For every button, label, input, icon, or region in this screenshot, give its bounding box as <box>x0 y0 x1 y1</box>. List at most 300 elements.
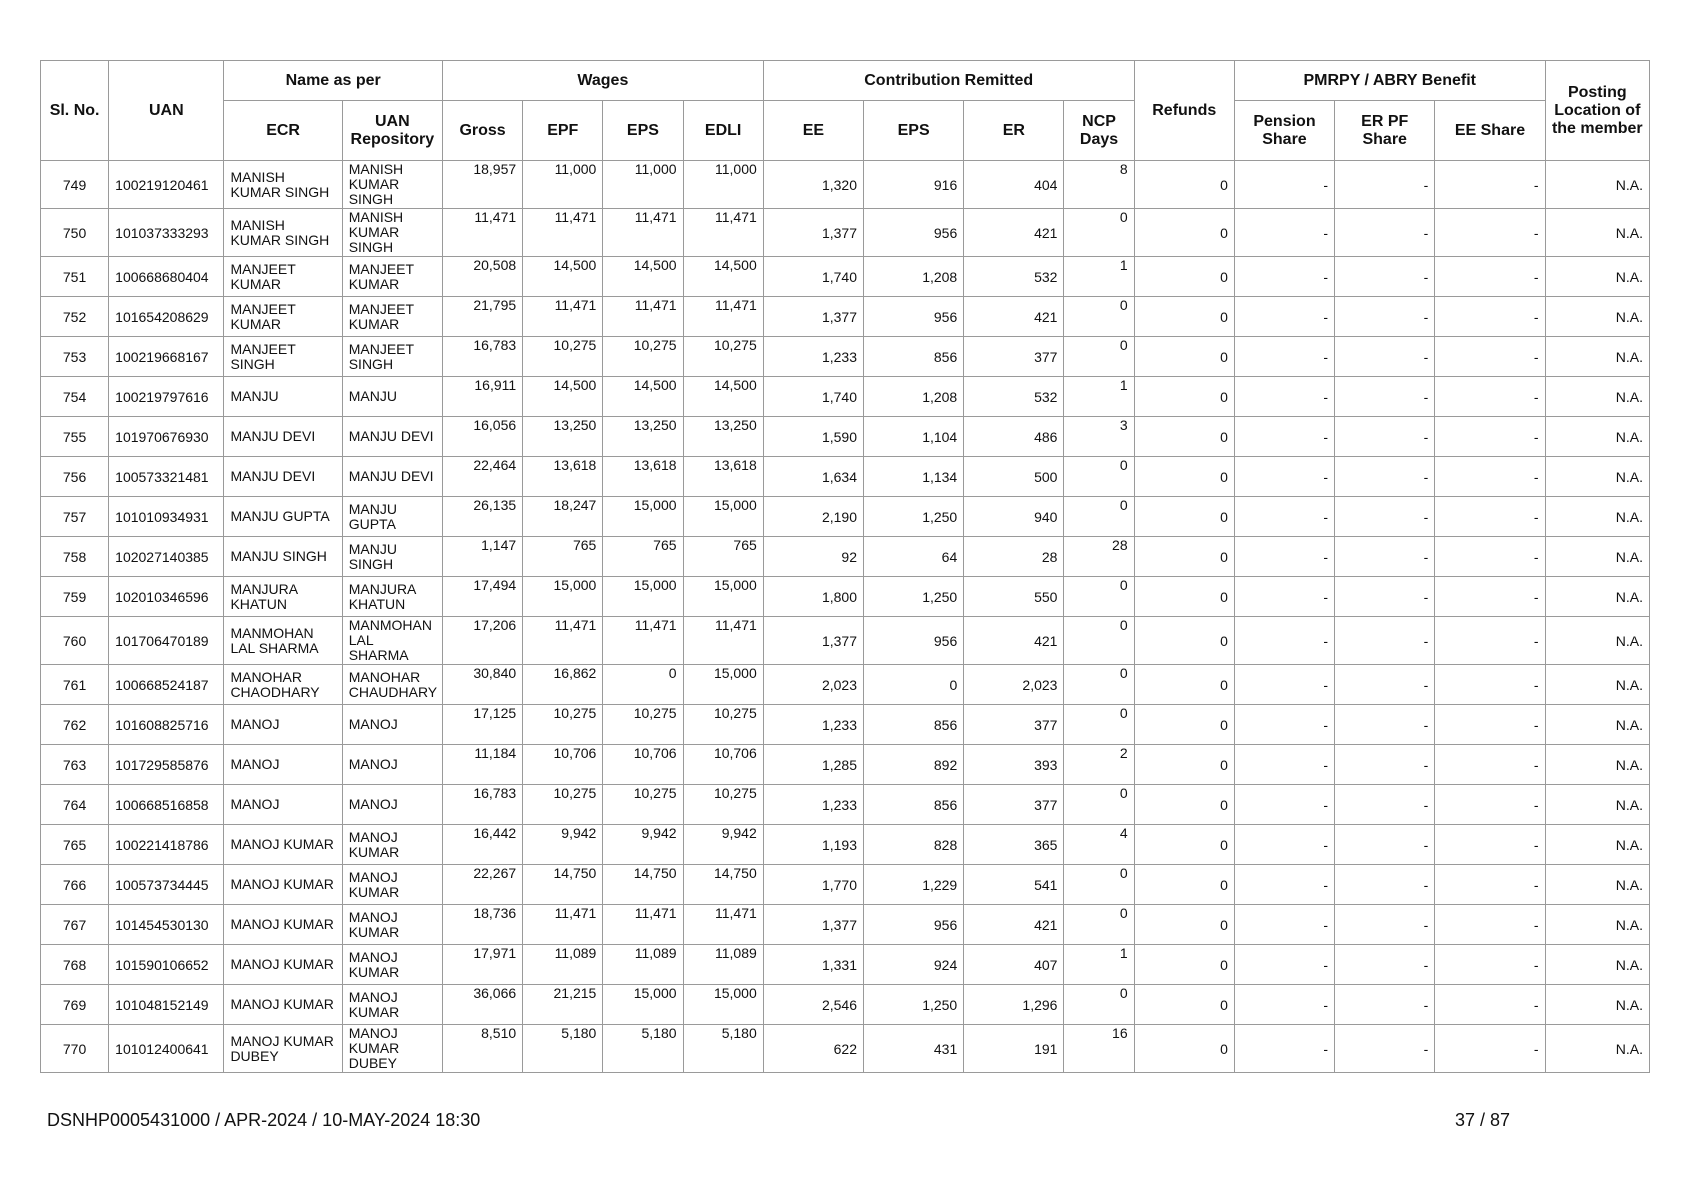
col-eps-contribution: EPS <box>864 101 964 161</box>
cell-posting-location: N.A. <box>1545 905 1649 945</box>
table-row <box>41 785 1650 825</box>
cell-ncp-days: 16 <box>1064 1025 1134 1073</box>
cell-epf: 14,500 <box>523 377 603 417</box>
cell-gross: 17,971 <box>442 945 522 985</box>
cell-uan-repository-name: MANOJ <box>342 785 442 825</box>
cell-er-pf-share: - <box>1335 209 1435 257</box>
cell-posting-location: N.A. <box>1545 337 1649 377</box>
cell-refunds: 0 <box>1134 577 1234 617</box>
cell-eps-wages: 10,706 <box>603 745 683 785</box>
cell-posting-location: N.A. <box>1545 945 1649 985</box>
cell-ee-share: - <box>1435 257 1545 297</box>
cell-ncp-days: 0 <box>1064 617 1134 665</box>
col-posting-location: Posting Location of the member <box>1545 61 1649 161</box>
cell-epf: 11,000 <box>523 161 603 209</box>
cell-uan-repository-name: MANOJ KUMAR <box>342 905 442 945</box>
cell-sl-no: 752 <box>41 297 109 337</box>
cell-eps-wages: 11,471 <box>603 905 683 945</box>
cell-edli: 14,500 <box>683 377 763 417</box>
cell-ecr-name: MANOJ KUMAR <box>224 865 342 905</box>
cell-ee: 1,740 <box>763 377 863 417</box>
cell-refunds: 0 <box>1134 945 1234 985</box>
cell-ee: 1,233 <box>763 337 863 377</box>
cell-uan-repository-name: MANOJ KUMAR <box>342 865 442 905</box>
cell-gross: 11,184 <box>442 745 522 785</box>
cell-sl-no: 761 <box>41 665 109 705</box>
cell-sl-no: 749 <box>41 161 109 209</box>
cell-eps-contribution: 856 <box>864 705 964 745</box>
cell-er-pf-share: - <box>1335 945 1435 985</box>
cell-epf: 11,471 <box>523 209 603 257</box>
cell-uan-repository-name: MANISH KUMAR SINGH <box>342 209 442 257</box>
table-row <box>41 865 1650 905</box>
cell-eps-contribution: 1,229 <box>864 865 964 905</box>
cell-ee: 1,634 <box>763 457 863 497</box>
cell-er: 404 <box>964 161 1064 209</box>
cell-er: 421 <box>964 905 1064 945</box>
cell-gross: 18,957 <box>442 161 522 209</box>
cell-epf: 13,618 <box>523 457 603 497</box>
cell-epf: 5,180 <box>523 1025 603 1073</box>
cell-uan: 101729585876 <box>109 745 224 785</box>
page-number: 37 / 87 <box>1454 1110 1510 1130</box>
cell-ecr-name: MANJU DEVI <box>224 457 342 497</box>
cell-ecr-name: MANJEET KUMAR <box>224 257 342 297</box>
cell-ee-share: - <box>1435 785 1545 825</box>
cell-er-pf-share: - <box>1335 497 1435 537</box>
cell-ecr-name: MANISH KUMAR SINGH <box>224 161 342 209</box>
cell-ee: 92 <box>763 537 863 577</box>
cell-er: 421 <box>964 209 1064 257</box>
cell-ee: 1,377 <box>763 617 863 665</box>
cell-ee-share: - <box>1435 617 1545 665</box>
cell-edli: 765 <box>683 537 763 577</box>
cell-ee: 1,377 <box>763 297 863 337</box>
cell-er-pf-share: - <box>1335 705 1435 745</box>
table-row <box>41 825 1650 865</box>
cell-sl-no: 751 <box>41 257 109 297</box>
cell-posting-location: N.A. <box>1545 825 1649 865</box>
cell-posting-location: N.A. <box>1545 537 1649 577</box>
cell-er-pf-share: - <box>1335 297 1435 337</box>
cell-pension-share: - <box>1234 1025 1334 1073</box>
cell-gross: 30,840 <box>442 665 522 705</box>
cell-gross: 22,464 <box>442 457 522 497</box>
cell-uan-repository-name: MANOJ KUMAR <box>342 945 442 985</box>
cell-er: 191 <box>964 1025 1064 1073</box>
cell-sl-no: 755 <box>41 417 109 457</box>
col-gross: Gross <box>442 101 522 161</box>
cell-er: 532 <box>964 377 1064 417</box>
cell-uan-repository-name: MANOJ <box>342 705 442 745</box>
group-pmrpy-abry: PMRPY / ABRY Benefit <box>1234 61 1545 101</box>
table-row <box>41 161 1650 209</box>
cell-pension-share: - <box>1234 745 1334 785</box>
cell-er-pf-share: - <box>1335 1025 1435 1073</box>
cell-er: 486 <box>964 417 1064 457</box>
cell-refunds: 0 <box>1134 337 1234 377</box>
cell-posting-location: N.A. <box>1545 785 1649 825</box>
cell-uan: 101654208629 <box>109 297 224 337</box>
cell-er-pf-share: - <box>1335 577 1435 617</box>
col-ecr: ECR <box>224 101 342 161</box>
cell-ee: 2,546 <box>763 985 863 1025</box>
cell-uan-repository-name: MANJU <box>342 377 442 417</box>
cell-eps-wages: 765 <box>603 537 683 577</box>
cell-uan: 101590106652 <box>109 945 224 985</box>
cell-er-pf-share: - <box>1335 161 1435 209</box>
cell-ee: 1,377 <box>763 209 863 257</box>
cell-gross: 1,147 <box>442 537 522 577</box>
cell-gross: 20,508 <box>442 257 522 297</box>
cell-ncp-days: 0 <box>1064 337 1134 377</box>
cell-ncp-days: 0 <box>1064 457 1134 497</box>
cell-eps-contribution: 1,250 <box>864 577 964 617</box>
cell-uan-repository-name: MANJURA KHATUN <box>342 577 442 617</box>
cell-ncp-days: 28 <box>1064 537 1134 577</box>
cell-epf: 21,215 <box>523 985 603 1025</box>
cell-eps-wages: 10,275 <box>603 337 683 377</box>
cell-eps-wages: 13,618 <box>603 457 683 497</box>
cell-edli: 13,618 <box>683 457 763 497</box>
cell-pension-share: - <box>1234 537 1334 577</box>
cell-ncp-days: 0 <box>1064 209 1134 257</box>
cell-pension-share: - <box>1234 665 1334 705</box>
cell-ncp-days: 1 <box>1064 377 1134 417</box>
cell-eps-wages: 0 <box>603 665 683 705</box>
cell-eps-wages: 11,000 <box>603 161 683 209</box>
cell-ecr-name: MANJEET KUMAR <box>224 297 342 337</box>
cell-ee-share: - <box>1435 1025 1545 1073</box>
cell-ecr-name: MANOJ <box>224 745 342 785</box>
cell-sl-no: 750 <box>41 209 109 257</box>
cell-ecr-name: MANJU GUPTA <box>224 497 342 537</box>
cell-uan-repository-name: MANOJ <box>342 745 442 785</box>
cell-gross: 16,056 <box>442 417 522 457</box>
table-row <box>41 457 1650 497</box>
cell-epf: 11,471 <box>523 905 603 945</box>
cell-ecr-name: MANOJ <box>224 785 342 825</box>
cell-uan: 101048152149 <box>109 985 224 1025</box>
cell-ee: 622 <box>763 1025 863 1073</box>
cell-uan-repository-name: MANOHAR CHAUDHARY <box>342 665 442 705</box>
cell-er: 421 <box>964 297 1064 337</box>
cell-posting-location: N.A. <box>1545 497 1649 537</box>
cell-ncp-days: 8 <box>1064 161 1134 209</box>
cell-posting-location: N.A. <box>1545 865 1649 905</box>
cell-epf: 11,471 <box>523 617 603 665</box>
cell-eps-contribution: 916 <box>864 161 964 209</box>
cell-uan-repository-name: MANJU DEVI <box>342 417 442 457</box>
cell-er-pf-share: - <box>1335 457 1435 497</box>
cell-gross: 16,911 <box>442 377 522 417</box>
cell-er-pf-share: - <box>1335 985 1435 1025</box>
cell-posting-location: N.A. <box>1545 297 1649 337</box>
cell-epf: 18,247 <box>523 497 603 537</box>
col-er: ER <box>964 101 1064 161</box>
cell-ee: 1,233 <box>763 705 863 745</box>
cell-ecr-name: MANOJ KUMAR <box>224 825 342 865</box>
cell-sl-no: 767 <box>41 905 109 945</box>
cell-er: 1,296 <box>964 985 1064 1025</box>
cell-pension-share: - <box>1234 497 1334 537</box>
cell-eps-contribution: 956 <box>864 617 964 665</box>
cell-gross: 18,736 <box>442 905 522 945</box>
cell-er: 421 <box>964 617 1064 665</box>
cell-eps-wages: 14,750 <box>603 865 683 905</box>
table-row <box>41 617 1650 665</box>
cell-uan: 100219797616 <box>109 377 224 417</box>
cell-epf: 15,000 <box>523 577 603 617</box>
cell-ecr-name: MANJEET SINGH <box>224 337 342 377</box>
cell-er-pf-share: - <box>1335 617 1435 665</box>
cell-epf: 14,750 <box>523 865 603 905</box>
cell-gross: 11,471 <box>442 209 522 257</box>
cell-eps-wages: 11,471 <box>603 209 683 257</box>
cell-ecr-name: MANJURA KHATUN <box>224 577 342 617</box>
cell-uan: 100219120461 <box>109 161 224 209</box>
cell-uan-repository-name: MANOJ KUMAR <box>342 825 442 865</box>
cell-gross: 16,442 <box>442 825 522 865</box>
cell-uan: 100221418786 <box>109 825 224 865</box>
group-wages: Wages <box>442 61 763 101</box>
cell-uan-repository-name: MANJU DEVI <box>342 457 442 497</box>
cell-sl-no: 763 <box>41 745 109 785</box>
cell-gross: 17,494 <box>442 577 522 617</box>
cell-uan: 101037333293 <box>109 209 224 257</box>
cell-posting-location: N.A. <box>1545 1025 1649 1073</box>
cell-epf: 10,275 <box>523 785 603 825</box>
cell-sl-no: 759 <box>41 577 109 617</box>
cell-sl-no: 768 <box>41 945 109 985</box>
cell-pension-share: - <box>1234 617 1334 665</box>
cell-edli: 15,000 <box>683 577 763 617</box>
cell-refunds: 0 <box>1134 785 1234 825</box>
cell-posting-location: N.A. <box>1545 377 1649 417</box>
cell-edli: 13,250 <box>683 417 763 457</box>
group-name-as-per: Name as per <box>224 61 443 101</box>
cell-edli: 10,275 <box>683 705 763 745</box>
cell-eps-contribution: 924 <box>864 945 964 985</box>
cell-posting-location: N.A. <box>1545 417 1649 457</box>
cell-sl-no: 762 <box>41 705 109 745</box>
cell-gross: 21,795 <box>442 297 522 337</box>
cell-epf: 765 <box>523 537 603 577</box>
cell-eps-contribution: 1,104 <box>864 417 964 457</box>
cell-uan: 100668516858 <box>109 785 224 825</box>
cell-ee: 1,193 <box>763 825 863 865</box>
table-row <box>41 945 1650 985</box>
cell-ee: 1,770 <box>763 865 863 905</box>
cell-sl-no: 766 <box>41 865 109 905</box>
cell-gross: 36,066 <box>442 985 522 1025</box>
cell-eps-wages: 15,000 <box>603 985 683 1025</box>
cell-refunds: 0 <box>1134 417 1234 457</box>
cell-ee-share: - <box>1435 457 1545 497</box>
cell-ee-share: - <box>1435 577 1545 617</box>
cell-er-pf-share: - <box>1335 665 1435 705</box>
cell-eps-contribution: 1,208 <box>864 257 964 297</box>
cell-posting-location: N.A. <box>1545 705 1649 745</box>
cell-refunds: 0 <box>1134 665 1234 705</box>
cell-pension-share: - <box>1234 985 1334 1025</box>
cell-er: 365 <box>964 825 1064 865</box>
cell-ncp-days: 3 <box>1064 417 1134 457</box>
cell-sl-no: 753 <box>41 337 109 377</box>
table-body <box>41 161 1650 1073</box>
cell-eps-contribution: 431 <box>864 1025 964 1073</box>
cell-er: 407 <box>964 945 1064 985</box>
cell-er: 940 <box>964 497 1064 537</box>
cell-epf: 11,089 <box>523 945 603 985</box>
cell-eps-wages: 14,500 <box>603 377 683 417</box>
cell-uan: 101010934931 <box>109 497 224 537</box>
table-row <box>41 985 1650 1025</box>
cell-eps-contribution: 64 <box>864 537 964 577</box>
cell-ee: 1,590 <box>763 417 863 457</box>
cell-ee-share: - <box>1435 337 1545 377</box>
cell-uan: 102027140385 <box>109 537 224 577</box>
cell-er: 500 <box>964 457 1064 497</box>
cell-er: 541 <box>964 865 1064 905</box>
cell-uan: 102010346596 <box>109 577 224 617</box>
cell-pension-share: - <box>1234 865 1334 905</box>
cell-epf: 10,275 <box>523 705 603 745</box>
cell-edli: 15,000 <box>683 497 763 537</box>
cell-edli: 5,180 <box>683 1025 763 1073</box>
cell-sl-no: 764 <box>41 785 109 825</box>
cell-er-pf-share: - <box>1335 257 1435 297</box>
table-row <box>41 705 1650 745</box>
cell-sl-no: 760 <box>41 617 109 665</box>
cell-sl-no: 754 <box>41 377 109 417</box>
cell-ee: 2,190 <box>763 497 863 537</box>
cell-edli: 11,471 <box>683 297 763 337</box>
cell-ncp-days: 1 <box>1064 257 1134 297</box>
cell-er-pf-share: - <box>1335 825 1435 865</box>
cell-er: 28 <box>964 537 1064 577</box>
cell-ee-share: - <box>1435 865 1545 905</box>
cell-edli: 14,750 <box>683 865 763 905</box>
cell-ee: 1,800 <box>763 577 863 617</box>
cell-edli: 10,275 <box>683 337 763 377</box>
cell-ee-share: - <box>1435 497 1545 537</box>
cell-epf: 11,471 <box>523 297 603 337</box>
cell-uan: 101970676930 <box>109 417 224 457</box>
cell-pension-share: - <box>1234 705 1334 745</box>
cell-edli: 14,500 <box>683 257 763 297</box>
cell-eps-contribution: 956 <box>864 209 964 257</box>
cell-eps-contribution: 1,134 <box>864 457 964 497</box>
col-uan-repository: UAN Repository <box>342 101 442 161</box>
cell-posting-location: N.A. <box>1545 985 1649 1025</box>
cell-eps-wages: 11,471 <box>603 617 683 665</box>
cell-ee-share: - <box>1435 417 1545 457</box>
ecr-table <box>40 60 1650 1073</box>
cell-ecr-name: MANJU DEVI <box>224 417 342 457</box>
cell-eps-contribution: 1,208 <box>864 377 964 417</box>
cell-ncp-days: 0 <box>1064 497 1134 537</box>
col-epf: EPF <box>523 101 603 161</box>
cell-eps-wages: 15,000 <box>603 497 683 537</box>
cell-ecr-name: MANOJ <box>224 705 342 745</box>
cell-gross: 8,510 <box>442 1025 522 1073</box>
cell-sl-no: 765 <box>41 825 109 865</box>
cell-er-pf-share: - <box>1335 905 1435 945</box>
cell-ncp-days: 0 <box>1064 985 1134 1025</box>
cell-refunds: 0 <box>1134 985 1234 1025</box>
cell-gross: 17,206 <box>442 617 522 665</box>
cell-refunds: 0 <box>1134 905 1234 945</box>
col-er-pf-share: ER PF Share <box>1335 101 1435 161</box>
cell-pension-share: - <box>1234 337 1334 377</box>
cell-sl-no: 758 <box>41 537 109 577</box>
cell-pension-share: - <box>1234 417 1334 457</box>
cell-edli: 11,471 <box>683 905 763 945</box>
cell-eps-wages: 9,942 <box>603 825 683 865</box>
cell-posting-location: N.A. <box>1545 745 1649 785</box>
cell-uan-repository-name: MANJU SINGH <box>342 537 442 577</box>
cell-ecr-name: MANJU SINGH <box>224 537 342 577</box>
cell-uan: 101012400641 <box>109 1025 224 1073</box>
cell-refunds: 0 <box>1134 705 1234 745</box>
cell-uan: 101454530130 <box>109 905 224 945</box>
cell-ecr-name: MANOJ KUMAR <box>224 905 342 945</box>
cell-ee-share: - <box>1435 825 1545 865</box>
cell-er-pf-share: - <box>1335 745 1435 785</box>
cell-pension-share: - <box>1234 161 1334 209</box>
cell-er-pf-share: - <box>1335 785 1435 825</box>
col-sl-no: Sl. No. <box>41 61 109 161</box>
cell-ncp-days: 0 <box>1064 577 1134 617</box>
cell-ecr-name: MANJU <box>224 377 342 417</box>
cell-uan: 100573734445 <box>109 865 224 905</box>
cell-ncp-days: 0 <box>1064 865 1134 905</box>
cell-sl-no: 770 <box>41 1025 109 1073</box>
cell-gross: 22,267 <box>442 865 522 905</box>
cell-er: 377 <box>964 785 1064 825</box>
cell-refunds: 0 <box>1134 377 1234 417</box>
cell-uan-repository-name: MANOJ KUMAR <box>342 985 442 1025</box>
cell-eps-contribution: 828 <box>864 825 964 865</box>
table-row <box>41 1025 1650 1073</box>
cell-eps-contribution: 1,250 <box>864 985 964 1025</box>
cell-uan: 100668524187 <box>109 665 224 705</box>
cell-epf: 13,250 <box>523 417 603 457</box>
cell-sl-no: 769 <box>41 985 109 1025</box>
cell-ncp-days: 4 <box>1064 825 1134 865</box>
table-row <box>41 209 1650 257</box>
cell-ee-share: - <box>1435 945 1545 985</box>
cell-pension-share: - <box>1234 377 1334 417</box>
col-edli: EDLI <box>683 101 763 161</box>
cell-posting-location: N.A. <box>1545 617 1649 665</box>
table-row <box>41 417 1650 457</box>
cell-ecr-name: MANOHAR CHAODHARY <box>224 665 342 705</box>
cell-pension-share: - <box>1234 945 1334 985</box>
cell-epf: 16,862 <box>523 665 603 705</box>
table-row <box>41 665 1650 705</box>
table-header <box>41 61 1650 161</box>
cell-eps-contribution: 856 <box>864 785 964 825</box>
cell-ncp-days: 2 <box>1064 745 1134 785</box>
cell-ecr-name: MANOJ KUMAR <box>224 985 342 1025</box>
cell-ecr-name: MANMOHAN LAL SHARMA <box>224 617 342 665</box>
cell-eps-wages: 15,000 <box>603 577 683 617</box>
cell-er-pf-share: - <box>1335 337 1435 377</box>
cell-pension-share: - <box>1234 209 1334 257</box>
table-row <box>41 257 1650 297</box>
